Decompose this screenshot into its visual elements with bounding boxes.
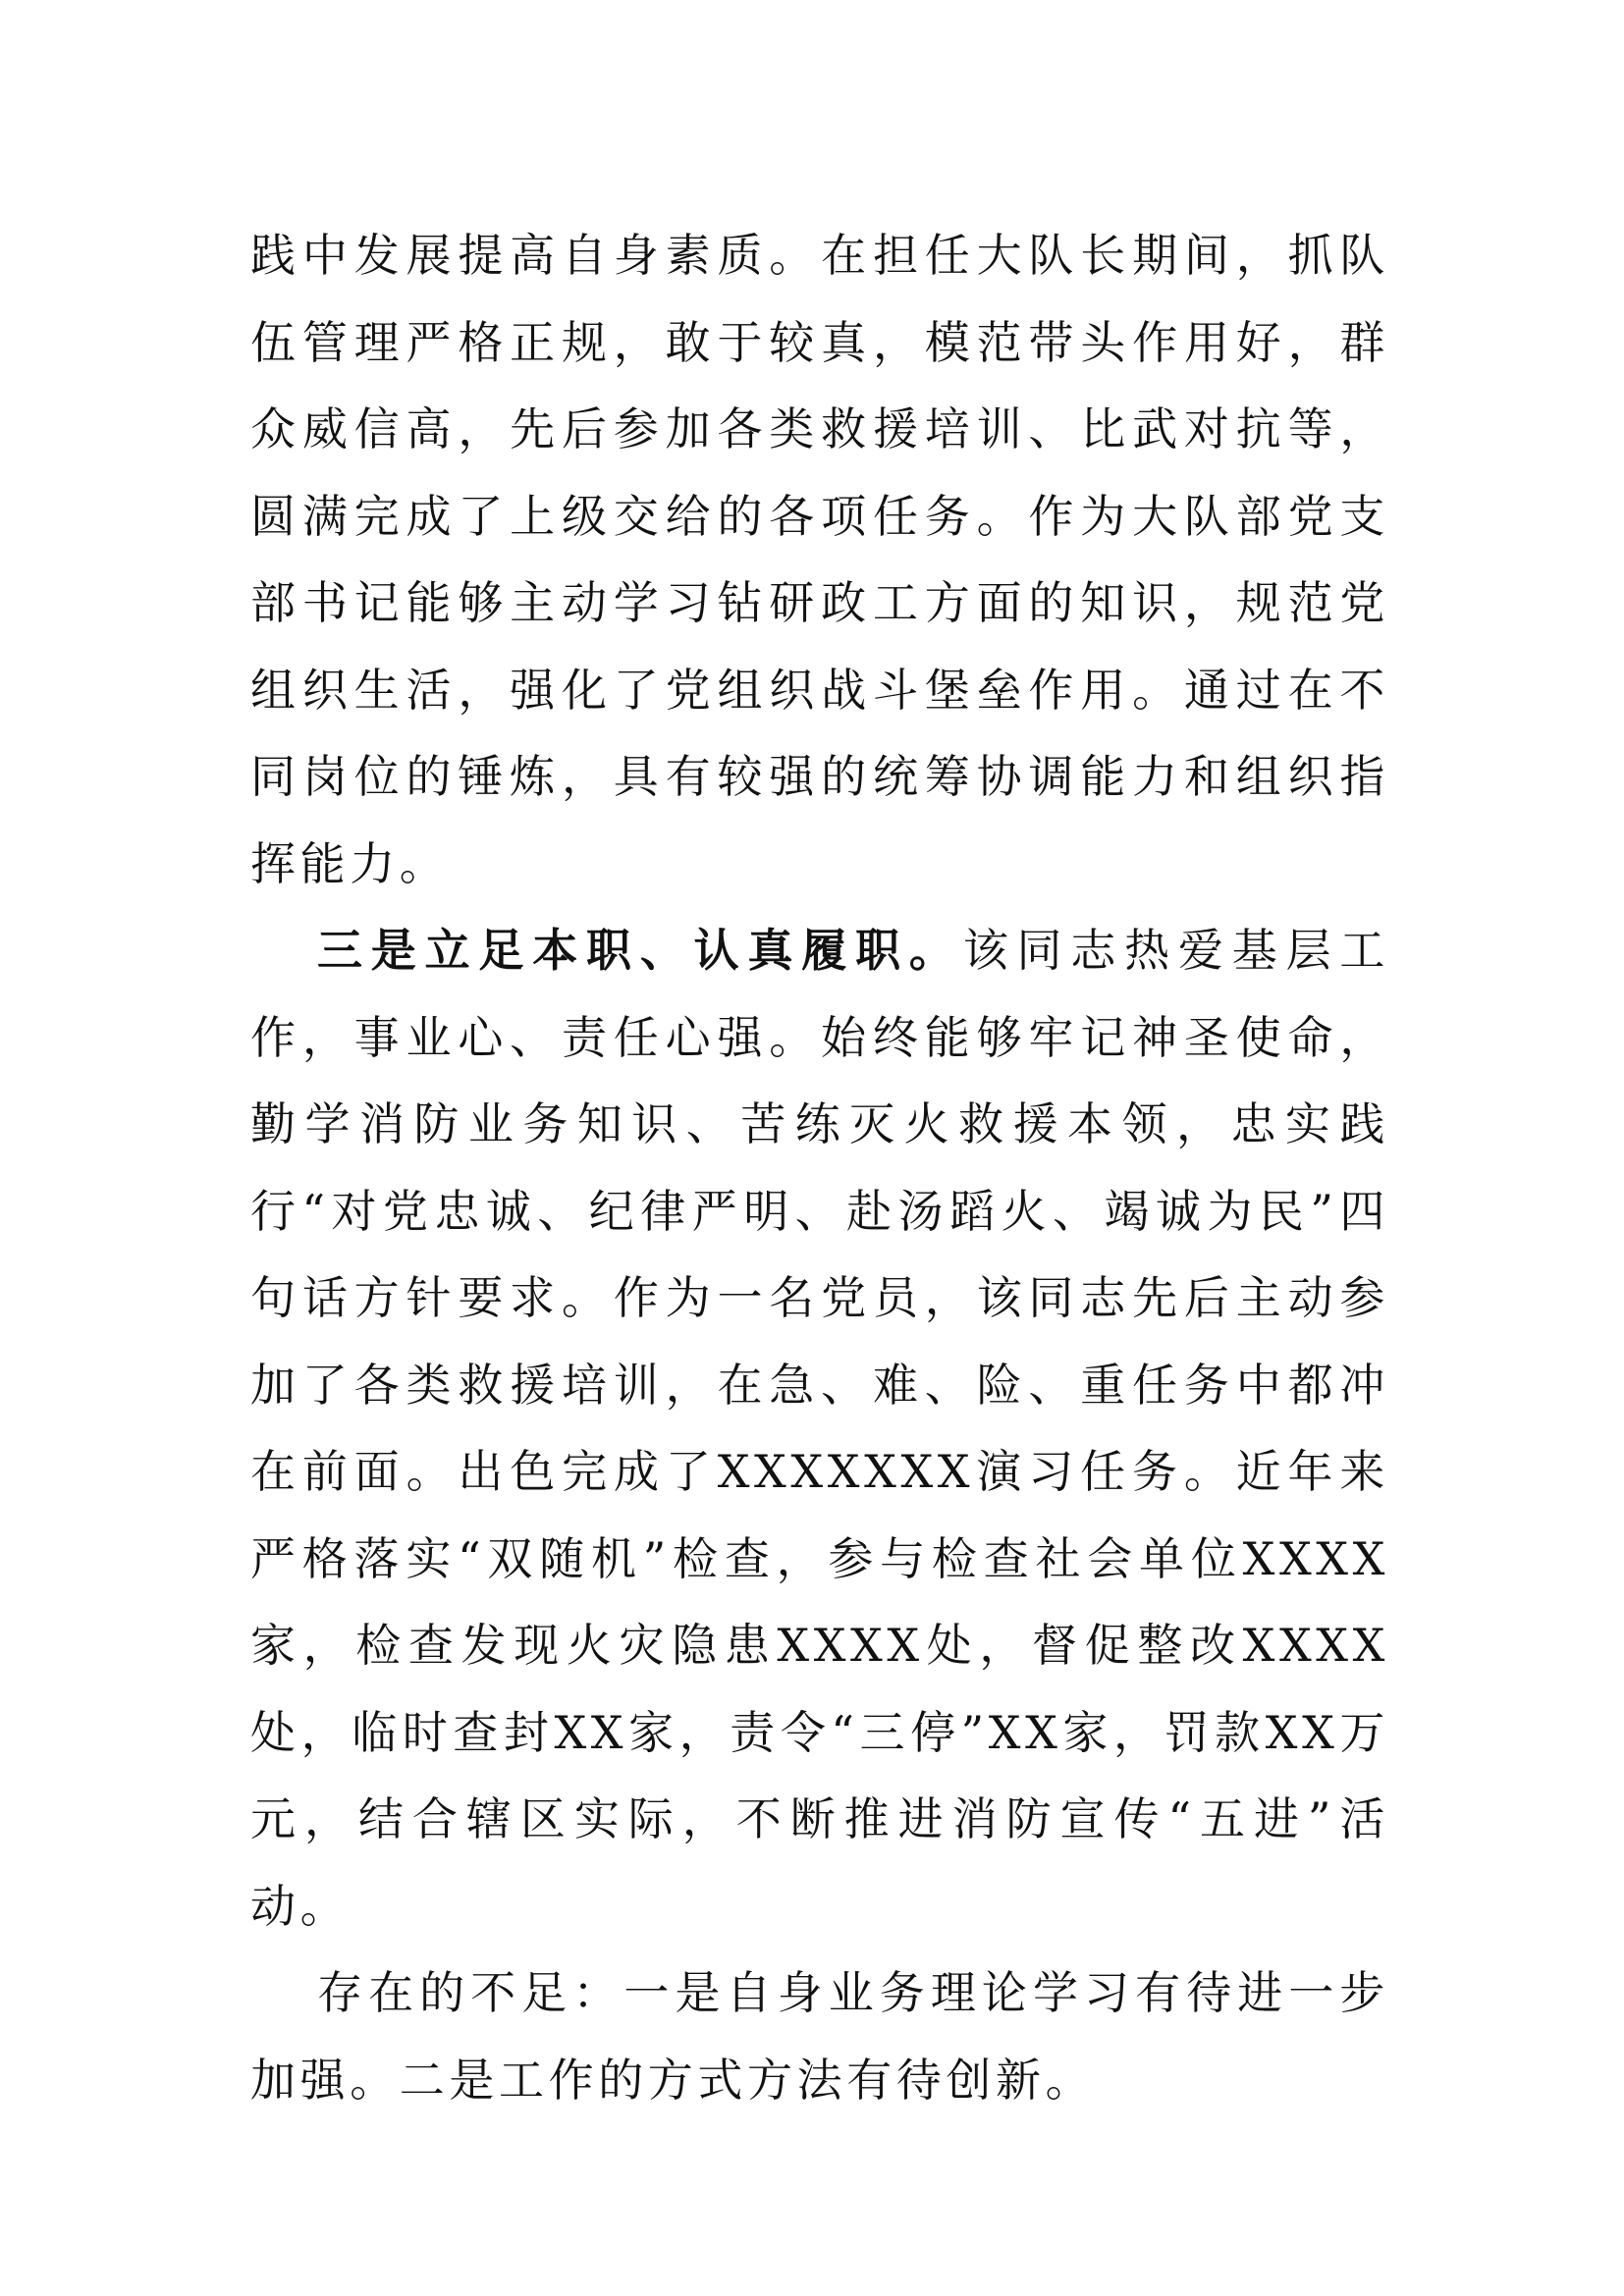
paragraph-2 <box>250 907 1389 1949</box>
paragraph-1-text: 践中发展提高自身素质。在担任大队长期间，抓队伍管理严格正规，敢于较真，模范带头作用好，群众威信高，先后参加各类救援培训、比武对抗等，圆满完成了上级交给的各项任务。作为大队部党支部书记能够主动学习钻研政工方面的知识，规范党组织生活，强化了党组织战斗堡垒作用。通过在不同岗位的锤炼，具有较强的统筹协调能力和组织指挥能力。 <box>250 229 1389 890</box>
paragraph-2-lead: 三是立足本职、认真履职。 <box>317 924 963 977</box>
paragraph-3-text: 存在的不足：一是自身业务理论学习有待进一步加强。二是工作的方式方法有待创新。 <box>250 1966 1389 2107</box>
paragraph-2-text: 该同志热爱基层工作，事业心、责任心强。始终能够牢记神圣使命，勤学消防业务知识、苦练灭火救援本领，忠实践行“对党忠诚、纪律严明、赴汤蹈火、竭诚为民”四句话方针要求。作为一名党员，该同志先后主动参加了各类救援培训，在急、难、险、重任务中都冲在前面。出色完成了XXXXXXX演习任务。近年来严格落实“双随机”检查，参与检查社会单位XXXX家，检查发现火灾隐患XXXX处，督促整改XXXX处，临时查封XX家，责令“三停”XX家，罚款XX万元，结合辖区实际，不断推进消防宣传“五进”活动。 <box>250 924 1389 1933</box>
paragraph-3 <box>250 1949 1389 2123</box>
paragraph-1 <box>250 212 1389 907</box>
document-body <box>250 212 1389 2123</box>
